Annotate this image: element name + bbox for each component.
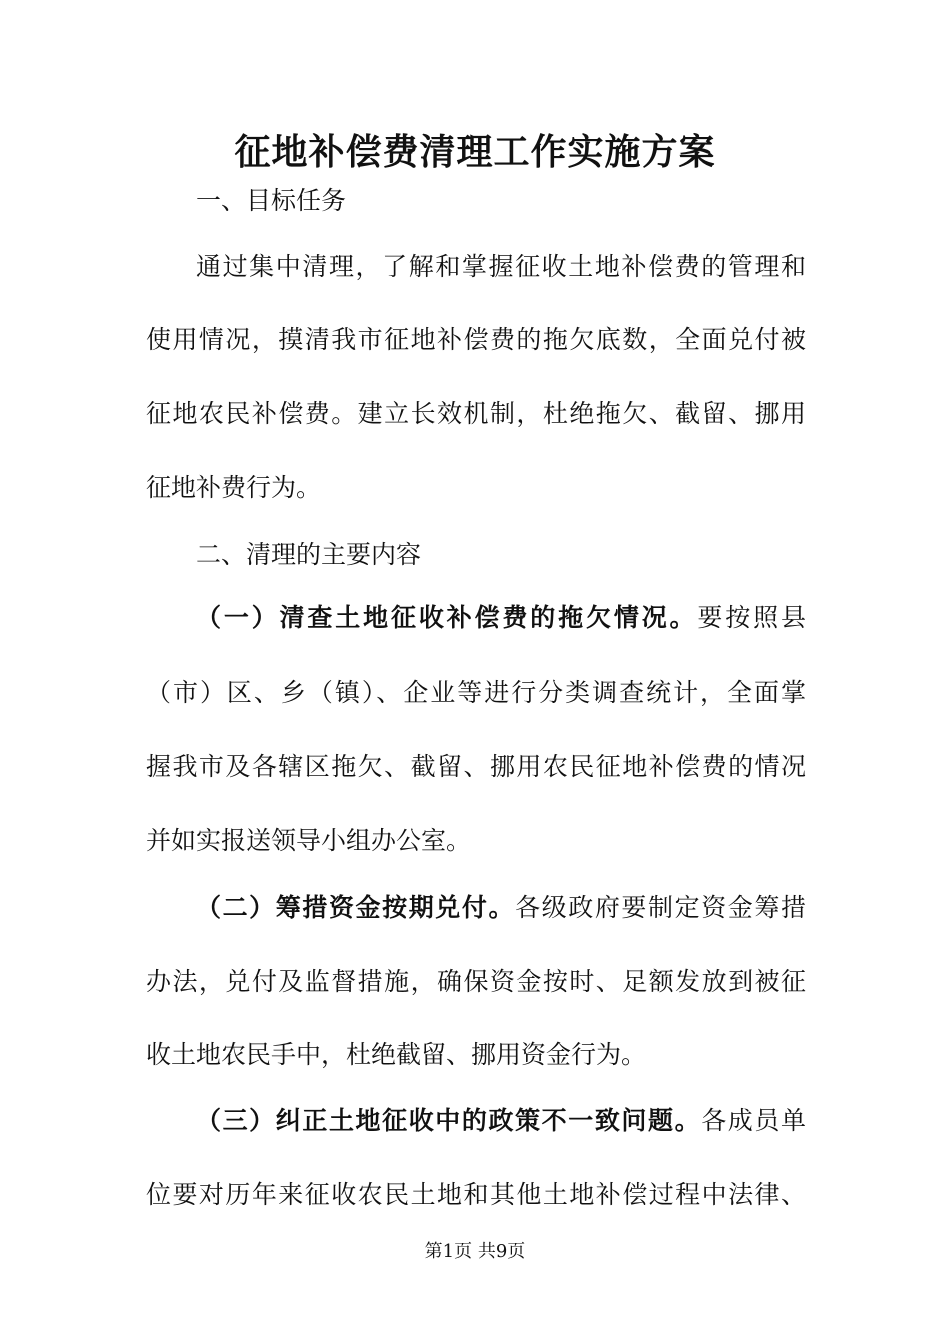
paragraph-line: 使用情况，摸清我市征地补偿费的拖欠底数，全面兑付被 — [146, 325, 806, 354]
section-heading-main-content: 二、清理的主要内容 — [196, 540, 422, 569]
paragraph-line: 位要对历年来征收农民土地和其他土地补偿过程中法律、 — [146, 1180, 806, 1209]
item-lead-text: （二）筹措资金按期兑付。 — [196, 893, 516, 922]
paragraph-line: 征地农民补偿费。建立长效机制，杜绝拖欠、截留、挪用 — [146, 399, 806, 428]
paragraph-line: 握我市及各辖区拖欠、截留、挪用农民征地补偿费的情况 — [146, 752, 806, 781]
item-text: 各级政府要制定资金筹措 — [515, 893, 806, 922]
paragraph-line: 办法，兑付及监督措施，确保资金按时、足额发放到被征 — [146, 967, 806, 996]
item-text: 要按照县 — [697, 603, 806, 632]
page-number-footer: 第1页 共9页 — [424, 1241, 526, 1262]
paragraph-line: 收土地农民手中，杜绝截留、挪用资金行为。 — [146, 1040, 647, 1069]
document-title: 征地补偿费清理工作实施方案 — [234, 131, 716, 173]
paragraph-line: 通过集中清理，了解和掌握征收土地补偿费的管理和 — [196, 252, 806, 281]
item-first-line — [196, 890, 806, 926]
item-lead-text: （一）清查土地征收补偿费的拖欠情况。 — [196, 603, 698, 632]
section-heading-goals: 一、目标任务 — [196, 186, 347, 215]
paragraph-line: （市）区、乡（镇）、企业等进行分类调查统计，全面掌 — [146, 678, 806, 707]
item-text: 各成员单 — [701, 1106, 806, 1135]
paragraph-line: 并如实报送领导小组办公室。 — [146, 826, 472, 855]
item-lead-text: （三）纠正土地征收中的政策不一致问题。 — [196, 1106, 702, 1135]
item-first-line — [196, 600, 806, 636]
item-first-line — [196, 1103, 806, 1139]
paragraph-line: 征地补费行为。 — [146, 473, 322, 502]
